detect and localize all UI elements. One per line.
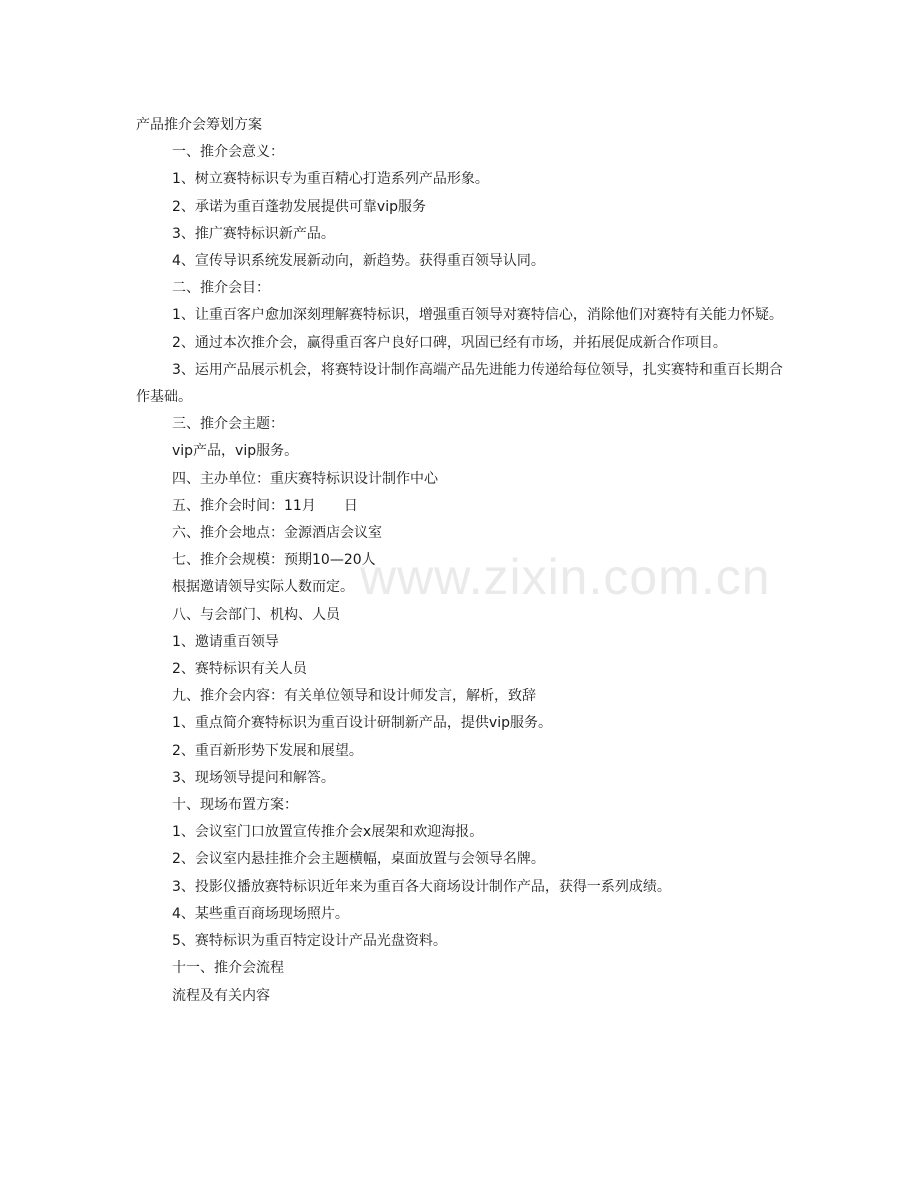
watermark: www.zixin.com.cn <box>360 549 771 605</box>
section-heading: 四、主办单位：重庆赛特标识设计制作中心 <box>172 470 438 487</box>
section-heading: 九、推介会内容：有关单位领导和设计师发言，解析，致辞 <box>172 688 536 705</box>
section-heading: 十、现场布置方案： <box>172 797 298 814</box>
section-heading: 三、推介会主题： <box>172 416 284 433</box>
list-item: 1、邀请重百领导 <box>172 633 279 650</box>
list-item: 3、投影仪播放赛特标识近年来为重百各大商场设计制作产品，获得一系列成绩。 <box>172 878 671 895</box>
list-item: 3、现场领导提问和解答。 <box>172 769 335 786</box>
list-item: 2、重百新形势下发展和展望。 <box>172 742 363 759</box>
list-item: 3、推广赛特标识新产品。 <box>172 225 335 242</box>
list-item: 2、赛特标识有关人员 <box>172 661 307 678</box>
section-heading: 二、推介会目： <box>172 280 270 297</box>
paragraph: vip产品，vip服务。 <box>172 443 299 460</box>
section-heading: 五、推介会时间：11月 日 <box>172 497 358 514</box>
list-item: 3、运用产品展示机会，将赛特设计制作高端产品先进能力传递给每位领导，扎实赛特和重百长期合作基础。 <box>136 361 783 406</box>
paragraph: 流程及有关内容 <box>172 987 270 1004</box>
section-heading: 六、推介会地点：金源酒店会议室 <box>172 525 382 542</box>
document-title: 产品推介会筹划方案 <box>136 117 262 133</box>
list-item: 5、赛特标识为重百特定设计产品光盘资料。 <box>172 933 447 950</box>
list-item: 2、会议室内悬挂推介会主题横幅，桌面放置与会领导名牌。 <box>172 851 545 868</box>
list-item: 1、让重百客户愈加深刻理解赛特标识，增强重百领导对赛特信心，消除他们对赛特有关能力怀疑。 <box>172 307 783 324</box>
list-item: 1、会议室门口放置宣传推介会x展架和欢迎海报。 <box>172 824 484 841</box>
list-item: 1、树立赛特标识专为重百精心打造系列产品形象。 <box>172 171 489 188</box>
list-item: 4、某些重百商场现场照片。 <box>172 905 349 922</box>
list-item: 4、宣传导识系统发展新动向，新趋势。获得重百领导认同。 <box>172 253 545 270</box>
list-item: 2、承诺为重百蓬勃发展提供可靠vip服务 <box>172 198 426 215</box>
list-item: 2、通过本次推介会，赢得重百客户良好口碑，巩固已经有市场，并拓展促成新合作项目。 <box>172 334 727 351</box>
paragraph: 根据邀请领导实际人数而定。 <box>172 579 354 596</box>
section-heading: 十一、推介会流程 <box>172 960 284 977</box>
list-item: 1、重点简介赛特标识为重百设计研制新产品，提供vip服务。 <box>172 715 552 732</box>
section-heading: 七、推介会规模：预期10—20人 <box>172 552 376 569</box>
section-heading: 一、推介会意义： <box>172 144 284 161</box>
section-heading: 八、与会部门、机构、人员 <box>172 606 340 623</box>
